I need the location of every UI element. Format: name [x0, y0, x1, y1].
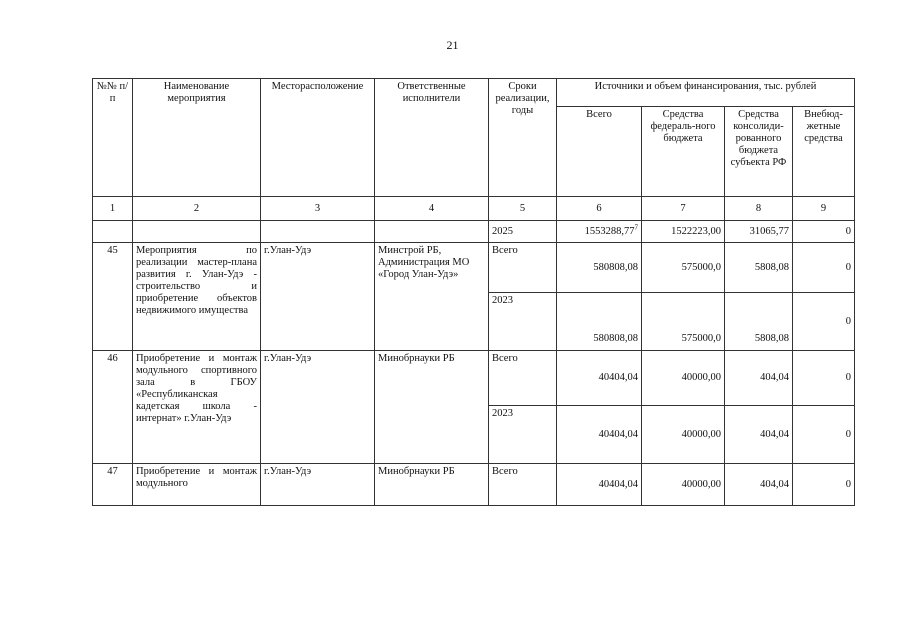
header-total: Всего: [557, 107, 642, 197]
column-number: 5: [489, 197, 557, 221]
column-number: 9: [793, 197, 855, 221]
header-extra: Внебюд-жетные средства: [793, 107, 855, 197]
item-total: 40404,04: [557, 406, 642, 464]
item-name: Приобретение и монтаж модульного спортивного зала в ГБОУ «Республиканская кадетская школа - интернат» г.Улан-Удэ: [133, 351, 261, 464]
item-num: 46: [93, 351, 133, 464]
item-federal: 40000,00: [642, 406, 725, 464]
item-total: 580808,08: [557, 293, 642, 351]
item-regional: 5808,08: [725, 293, 793, 351]
item-period: Всего: [489, 464, 557, 506]
item-total: 40404,04: [557, 464, 642, 506]
item-period: 2023: [489, 406, 557, 464]
item-federal: 575000,0: [642, 243, 725, 293]
item-executors: Минстрой РБ, Администрация МО «Город Улан-Удэ»: [375, 243, 489, 351]
item-regional: 404,04: [725, 351, 793, 406]
item-regional: 404,04: [725, 464, 793, 506]
item-total: 40404,04: [557, 351, 642, 406]
column-numbers-row: [93, 197, 855, 221]
item-regional: 404,04: [725, 406, 793, 464]
header-financing: Источники и объем финансирования, тыс. рублей: [557, 79, 855, 107]
item-period: Всего: [489, 243, 557, 293]
item-name: Мероприятия по реализации мастер-плана развития г. Улан-Удэ - строительство и приобретение объектов недвижимого имущества: [133, 243, 261, 351]
item-extra: 0: [793, 243, 855, 293]
carry-extra: 0: [793, 221, 855, 243]
item-extra: 0: [793, 293, 855, 351]
column-number: 2: [133, 197, 261, 221]
table-row: [93, 464, 855, 506]
item-extra: 0: [793, 464, 855, 506]
carry-total: 1553288,77$^7$: [557, 221, 642, 243]
column-number: 3: [261, 197, 375, 221]
column-number: 6: [557, 197, 642, 221]
item-federal: 40000,00: [642, 464, 725, 506]
column-number: 1: [93, 197, 133, 221]
column-number: 4: [375, 197, 489, 221]
item-total: 580808,08: [557, 243, 642, 293]
item-num: 47: [93, 464, 133, 506]
table-row: [93, 243, 855, 293]
header-period: Сроки реализации, годы: [489, 79, 557, 197]
item-executors: Минобрнауки РБ: [375, 464, 489, 506]
item-regional: 5808,08: [725, 243, 793, 293]
header-num: №№ п/п: [93, 79, 133, 197]
item-federal: 575000,0: [642, 293, 725, 351]
item-name: Приобретение и монтаж модульного: [133, 464, 261, 506]
item-extra: 0: [793, 351, 855, 406]
column-number: 8: [725, 197, 793, 221]
item-location: г.Улан-Удэ: [261, 464, 375, 506]
item-period: 2023: [489, 293, 557, 351]
header-location: Месторасположение: [261, 79, 375, 197]
item-period: Всего: [489, 351, 557, 406]
header-regional: Средства консолиди-рованного бюджета субъекта РФ: [725, 107, 793, 197]
item-extra: 0: [793, 406, 855, 464]
header-row-1: [93, 79, 855, 107]
carry-row: [93, 221, 855, 243]
item-num: 45: [93, 243, 133, 351]
header-federal: Средства федераль-ного бюджета: [642, 107, 725, 197]
item-location: г.Улан-Удэ: [261, 243, 375, 351]
header-name: Наименование мероприятия: [133, 79, 261, 197]
carry-period: 2025: [489, 221, 557, 243]
table-row: [93, 351, 855, 406]
page-number: 21: [446, 38, 459, 52]
carry-federal: 1522223,00: [642, 221, 725, 243]
item-federal: 40000,00: [642, 351, 725, 406]
financing-table: [92, 78, 855, 506]
column-number: 7: [642, 197, 725, 221]
item-location: г.Улан-Удэ: [261, 351, 375, 464]
item-executors: Минобрнауки РБ: [375, 351, 489, 464]
header-executors: Ответственные исполнители: [375, 79, 489, 197]
carry-regional: 31065,77: [725, 221, 793, 243]
